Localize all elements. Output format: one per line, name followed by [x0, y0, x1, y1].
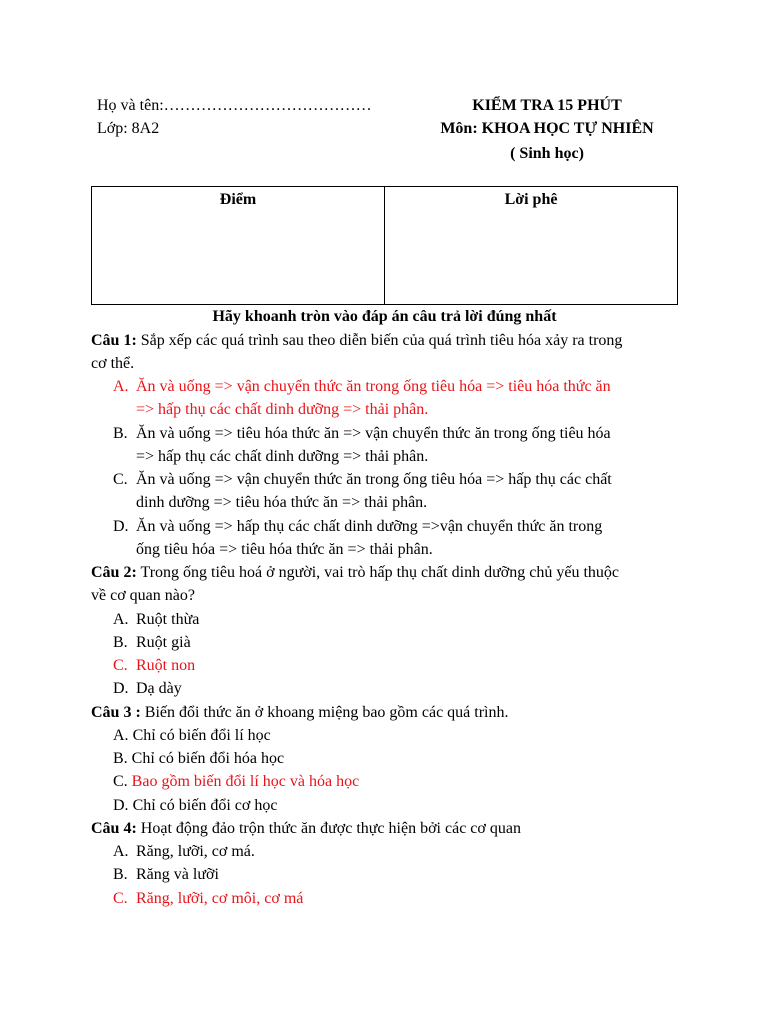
q1-option-b[interactable]: B. [113, 425, 128, 442]
q1-option-a[interactable]: A. [113, 378, 129, 395]
q4-option-b-text: Răng và lưỡi [136, 866, 219, 883]
q4-option-a-text: Răng, lưỡi, cơ má. [136, 843, 255, 860]
question-label: Câu 1: [91, 332, 137, 349]
question-label: Câu 4: [91, 820, 137, 837]
subject-title: Môn: KHOA HỌC TỰ NHIÊN [440, 120, 654, 137]
class-label: Lớp: 8A2 [97, 120, 160, 137]
question-4-text: Câu 4: Hoạt động đảo trộn thức ăn được thực hiện bởi các cơ quan [91, 820, 521, 837]
test-title: KIỂM TRA 15 PHÚT [472, 97, 622, 114]
q2-option-d[interactable]: D. [113, 680, 129, 697]
q3-option-a[interactable]: A. Chỉ có biến đổi lí học [113, 727, 271, 744]
q1-option-c-text: Ăn và uống => vận chuyển thức ăn trong ống tiêu hóa => hấp thụ các chất [136, 471, 612, 488]
score-header: Điểm [219, 191, 257, 208]
q1-option-d-text: Ăn và uống => hấp thụ các chất dinh dưỡng =>vận chuyển thức ăn trong [136, 518, 603, 535]
q3-option-c[interactable]: C. Bao gồm biến đổi lí học và hóa học [113, 773, 360, 790]
q2-option-c[interactable]: C. [113, 657, 128, 674]
question-2-text-cont: về cơ quan nào? [91, 587, 195, 604]
q4-option-c-text: Răng, lưỡi, cơ môi, cơ má [136, 890, 304, 907]
question-label: Câu 2: [91, 564, 137, 581]
question-label: Câu 3 : [91, 704, 141, 721]
q1-option-b-text: Ăn và uống => tiêu hóa thức ăn => vận chuyển thức ăn trong ống tiêu hóa [136, 425, 611, 442]
instruction: Hãy khoanh tròn vào đáp án câu trả lời đúng nhất [212, 308, 557, 325]
question-1-text: Câu 1: Sắp xếp các quá trình sau theo diễn biến của quá trình tiêu hóa xảy ra trong [91, 332, 623, 349]
q4-option-b[interactable]: B. [113, 866, 128, 883]
q1-option-b-text-cont: => hấp thụ các chất dinh dưỡng => thải phân. [136, 448, 429, 465]
q2-option-d-text: Dạ dày [136, 680, 182, 697]
q1-option-d[interactable]: D. [113, 518, 129, 535]
q2-option-b[interactable]: B. [113, 634, 128, 651]
question-3-text: Câu 3 : Biến đổi thức ăn ở khoang miệng bao gồm các quá trình. [91, 704, 509, 721]
question-1-text-cont: cơ thể. [91, 355, 135, 372]
student-name-field: Họ và tên:………………………………… [97, 97, 372, 114]
comment-header: Lời phê [504, 191, 558, 208]
subsubject-title: ( Sinh học) [510, 145, 584, 162]
q2-option-c-text: Ruột non [136, 657, 196, 674]
q3-option-b[interactable]: B. Chỉ có biến đổi hóa học [113, 750, 285, 767]
q2-option-a-text: Ruột thừa [136, 611, 200, 628]
q1-option-a-text: Ăn và uống => vận chuyển thức ăn trong ống tiêu hóa => tiêu hóa thức ăn [136, 378, 611, 395]
q4-option-a[interactable]: A. [113, 843, 129, 860]
comment-cell [385, 187, 678, 305]
q1-option-c-text-cont: dinh dưỡng => tiêu hóa thức ăn => thải phân. [136, 494, 428, 511]
grade-table [91, 186, 678, 305]
q4-option-c[interactable]: C. [113, 890, 128, 907]
question-2-text: Câu 2: Trong ống tiêu hoá ở người, vai trò hấp thụ chất dinh dưỡng chủ yếu thuộc [91, 564, 620, 581]
score-cell [92, 187, 385, 305]
q3-option-d[interactable]: D. Chỉ có biến đổi cơ học [113, 797, 278, 814]
q2-option-b-text: Ruột già [136, 634, 191, 651]
q1-option-a-text-cont: => hấp thụ các chất dinh dưỡng => thải phân. [136, 401, 429, 418]
q2-option-a[interactable]: A. [113, 611, 129, 628]
q1-option-c[interactable]: C. [113, 471, 128, 488]
q1-option-d-text-cont: ống tiêu hóa => tiêu hóa thức ăn => thải phân. [136, 541, 433, 558]
